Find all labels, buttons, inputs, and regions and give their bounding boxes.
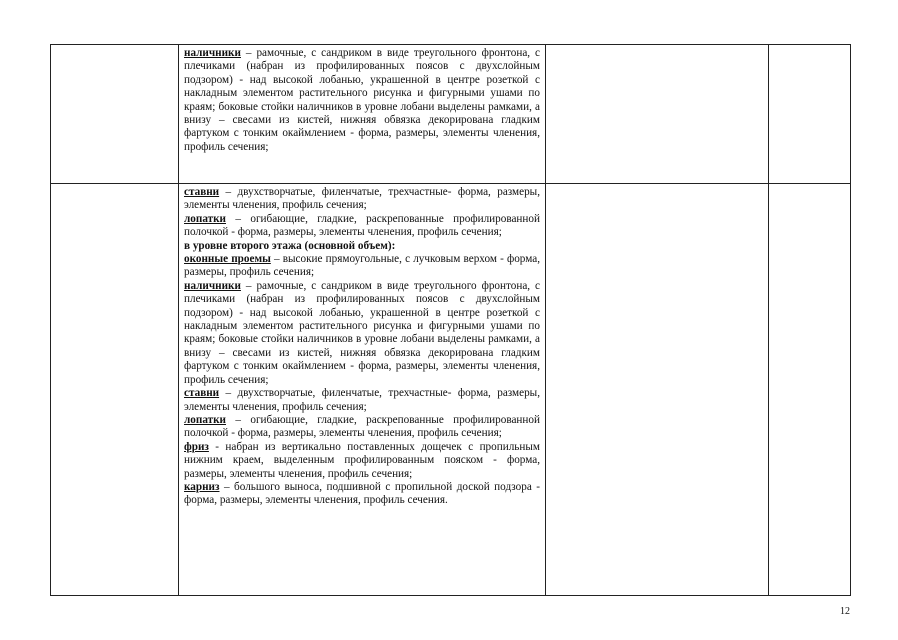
item-term: фриз	[184, 440, 209, 453]
table-cell-empty-fourth	[769, 184, 851, 596]
item-karniz	[184, 481, 540, 508]
item-term: лопатки	[184, 212, 227, 225]
item-term: наличники	[184, 279, 241, 292]
item-friz	[184, 441, 540, 481]
item-term: оконные проемы	[184, 253, 271, 266]
item-lopatki	[184, 414, 540, 441]
table-cell-empty-first	[51, 45, 179, 184]
item-term: ставни	[184, 186, 220, 198]
item-lopatki	[184, 213, 540, 240]
item-text: – рамочные, с сандриком в виде треугольного фронтона, с плечиками (набран из профилированных поясов с двухслойным подзором) - над высокой лобанью, украшенной в центре розеткой с накладным элементом растительного рисунка и фигурными ушами по краям; боковые стойки наличников в уровне лобани выделены рамками, а внизу – свесами из кистей, нижняя обвязка декорирована гладким фартуком с тонким окаймлением - форма, размеры, элементы членения, профиль сечения;	[184, 47, 540, 153]
item-text: – двухстворчатые, филенчатые, трехчастные- форма, размеры, элементы членения, профиль сечения;	[184, 186, 540, 212]
item-nalichniki	[184, 47, 540, 154]
item-text: – двухстворчатые, филенчатые, трехчастные- форма, размеры, элементы членения, профиль сечения;	[184, 387, 540, 413]
item-okonnye-proemy	[184, 253, 540, 280]
item-stavni	[184, 387, 540, 414]
table-row	[51, 184, 851, 596]
item-nalichniki	[184, 280, 540, 387]
table-cell-empty-fourth	[769, 45, 851, 184]
table-cell-description	[179, 45, 546, 184]
table-cell-description	[179, 184, 546, 596]
table-row	[51, 45, 851, 184]
item-text: – большого выноса, подшивной с пропильной доской подзора - форма, размеры, элементы членения, профиль сечения.	[184, 480, 540, 507]
item-stavni	[184, 186, 540, 213]
item-term: ставни	[184, 387, 220, 400]
table-cell-empty-third	[546, 184, 769, 596]
item-text: – огибающие, гладкие, раскрепованные профилированной полочкой - форма, размеры, элементы членения, профиль сечения;	[184, 413, 540, 440]
section-heading: в уровне второго этажа (основной объем):	[184, 239, 396, 252]
item-text: - набран из вертикально поставленных дощечек с пропильным нижним краем, выделенным профилированным пояском - форма, размеры, элементы членения, профиль сечения;	[184, 440, 540, 480]
table-cell-empty-third	[546, 45, 769, 184]
page-number: 12	[840, 606, 850, 617]
item-text: – огибающие, гладкие, раскрепованные профилированной полочкой - форма, размеры, элементы членения, профиль сечения;	[184, 212, 540, 239]
table-cell-empty-first	[51, 184, 179, 596]
item-text: – рамочные, с сандриком в виде треугольного фронтона, с плечиками (набран из профилированных поясов с двухслойным подзором) - над высокой лобанью, украшенной в центре розеткой с накладным элементом растительного рисунка и фигурными ушами по краям; боковые стойки наличников в уровне лобани выделены рамками, а внизу – свесами из кистей, нижняя обвязка декорирована гладким фартуком с тонким окаймлением - форма, размеры, элементы членения, профиль сечения;	[184, 279, 540, 386]
item-term: карниз	[184, 480, 220, 493]
item-term: лопатки	[184, 413, 227, 426]
description-table	[50, 44, 851, 596]
item-text: – высокие прямоугольные, с лучковым верхом - форма, размеры, профиль сечения;	[184, 253, 540, 279]
item-term: наличники	[184, 47, 241, 59]
